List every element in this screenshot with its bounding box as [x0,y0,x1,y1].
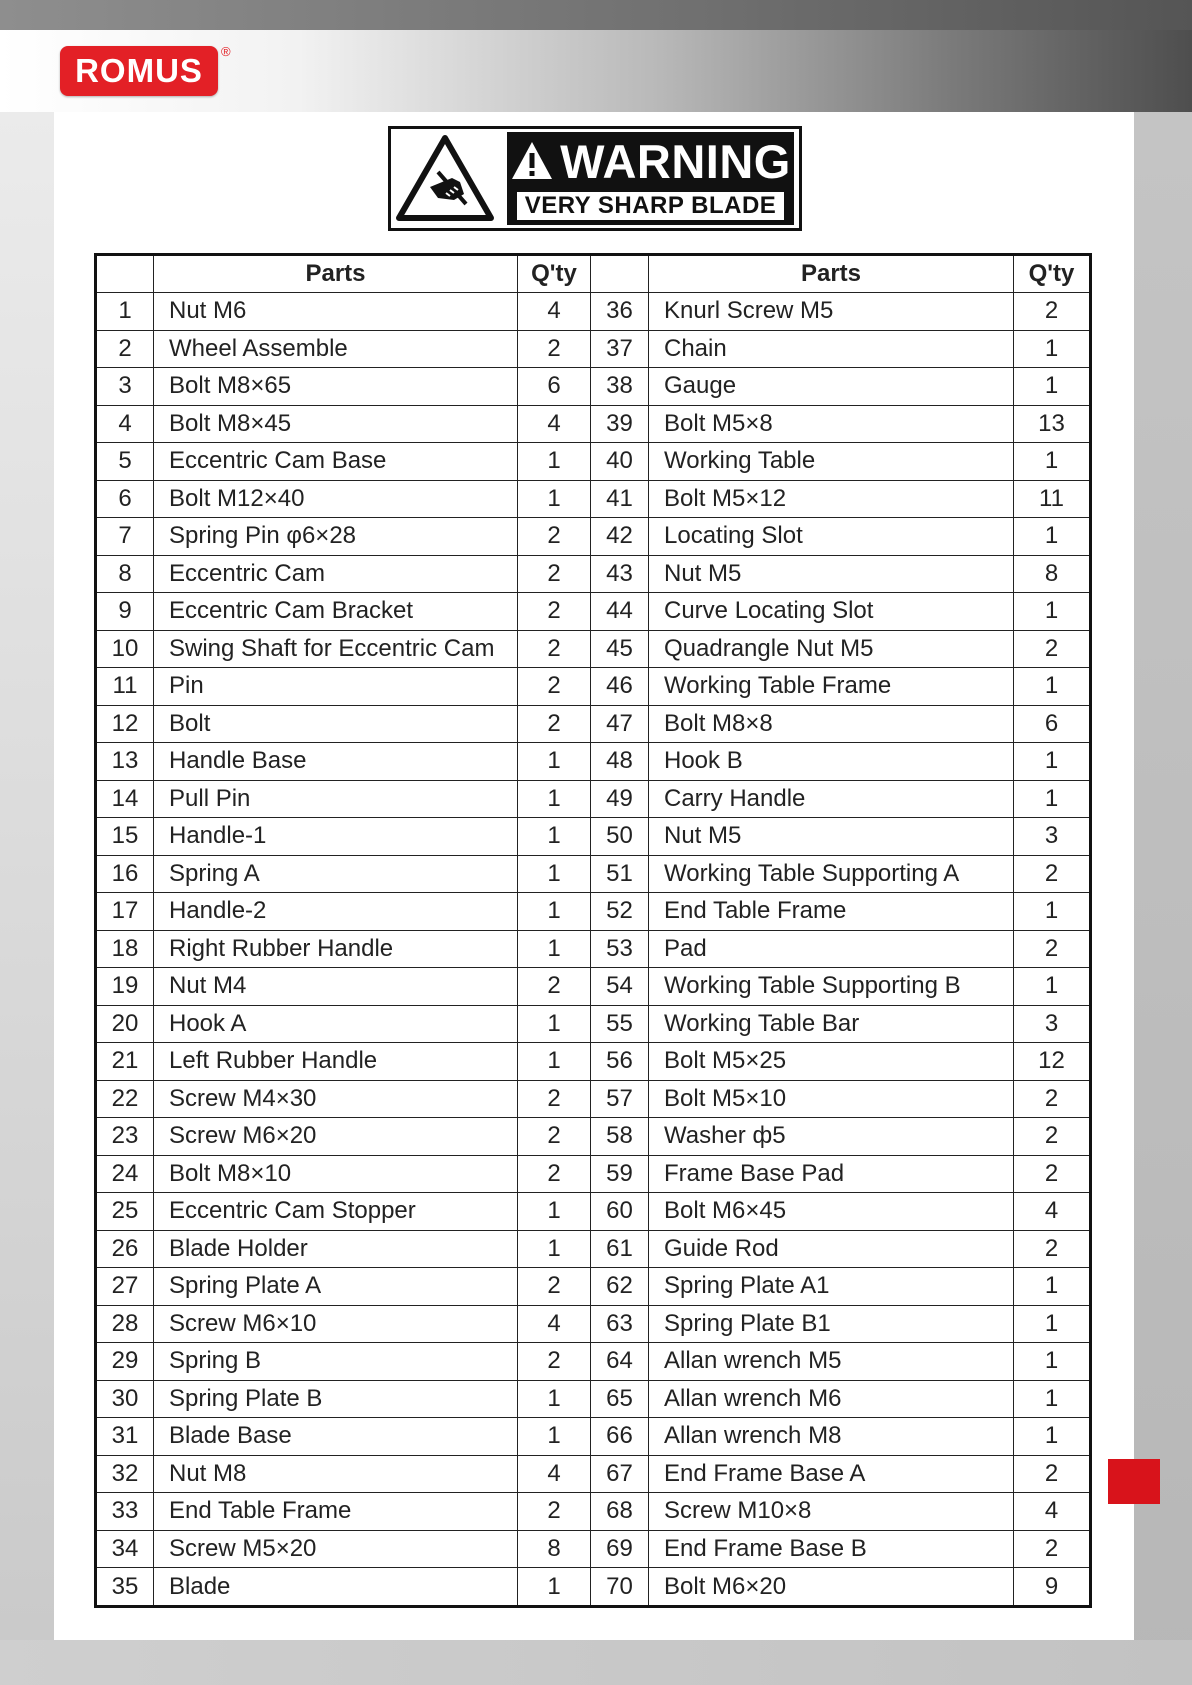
quantity: 2 [518,1343,591,1381]
table-row [96,855,1091,893]
part-name: Eccentric Cam Stopper [154,1193,518,1231]
item-number: 22 [96,1080,154,1118]
part-name: Right Rubber Handle [154,930,518,968]
table-row [96,1305,1091,1343]
part-name: Bolt M12×40 [154,480,518,518]
part-name: Guide Rod [649,1230,1014,1268]
item-number: 8 [96,555,154,593]
quantity: 13 [1014,405,1091,443]
part-name: Hook A [154,1005,518,1043]
quantity: 2 [1014,1530,1091,1568]
part-name: Handle-1 [154,818,518,856]
table-row [96,1568,1091,1607]
item-number: 66 [591,1418,649,1456]
item-number: 2 [96,330,154,368]
item-number: 56 [591,1043,649,1081]
item-number: 18 [96,930,154,968]
item-number: 45 [591,630,649,668]
quantity: 1 [1014,743,1091,781]
item-number: 11 [96,668,154,706]
quantity: 2 [1014,1080,1091,1118]
item-number: 47 [591,705,649,743]
brand-logo: ROMUS [60,46,218,96]
table-row [96,293,1091,331]
part-name: Eccentric Cam Bracket [154,593,518,631]
part-name: End Frame Base A [649,1455,1014,1493]
part-name: Bolt M8×10 [154,1155,518,1193]
part-name: Bolt M8×65 [154,368,518,406]
warning-sign [388,126,802,231]
quantity: 4 [518,405,591,443]
quantity: 4 [518,1305,591,1343]
part-name: Handle Base [154,743,518,781]
quantity: 1 [518,855,591,893]
quantity: 1 [518,1418,591,1456]
parts-table-body [96,293,1091,1607]
part-name: Washer ф5 [649,1118,1014,1156]
quantity: 1 [518,780,591,818]
part-name: Bolt M5×10 [649,1080,1014,1118]
item-number: 54 [591,968,649,1006]
part-name: Bolt [154,705,518,743]
quantity: 12 [1014,1043,1091,1081]
quantity: 3 [1014,818,1091,856]
quantity: 1 [518,1005,591,1043]
header-qty-right: Q'ty [1014,255,1091,293]
quantity: 1 [1014,780,1091,818]
part-name: Working Table [649,443,1014,481]
item-number: 65 [591,1380,649,1418]
table-row [96,405,1091,443]
item-number: 1 [96,293,154,331]
table-row [96,705,1091,743]
table-row [96,368,1091,406]
part-name: Spring Plate A1 [649,1268,1014,1306]
part-name: Nut M8 [154,1455,518,1493]
table-row [96,1493,1091,1531]
item-number: 39 [591,405,649,443]
part-name: Working Table Frame [649,668,1014,706]
table-row [96,780,1091,818]
item-number: 50 [591,818,649,856]
item-number: 35 [96,1568,154,1607]
table-row [96,1455,1091,1493]
item-number: 59 [591,1155,649,1193]
item-number: 27 [96,1268,154,1306]
top-strip [0,0,1192,30]
part-name: Bolt M6×45 [649,1193,1014,1231]
table-row [96,593,1091,631]
quantity: 2 [518,1268,591,1306]
table-row [96,930,1091,968]
part-name: Allan wrench M5 [649,1343,1014,1381]
quantity: 9 [1014,1568,1091,1607]
item-number: 30 [96,1380,154,1418]
quantity: 1 [518,480,591,518]
quantity: 1 [1014,1380,1091,1418]
item-number: 33 [96,1493,154,1531]
part-name: End Frame Base B [649,1530,1014,1568]
quantity: 2 [1014,1230,1091,1268]
quantity: 1 [1014,1418,1091,1456]
item-number: 40 [591,443,649,481]
item-number: 13 [96,743,154,781]
item-number: 36 [591,293,649,331]
quantity: 2 [518,330,591,368]
part-name: Screw M4×30 [154,1080,518,1118]
quantity: 4 [1014,1193,1091,1231]
quantity: 2 [518,593,591,631]
quantity: 2 [518,705,591,743]
quantity: 6 [1014,705,1091,743]
table-row [96,555,1091,593]
item-number: 41 [591,480,649,518]
table-row [96,1118,1091,1156]
quantity: 2 [1014,293,1091,331]
warning-subtitle: VERY SHARP BLADE [517,192,784,220]
quantity: 1 [1014,443,1091,481]
item-number: 70 [591,1568,649,1607]
part-name: Working Table Supporting B [649,968,1014,1006]
item-number: 17 [96,893,154,931]
quantity: 1 [1014,330,1091,368]
table-row [96,818,1091,856]
item-number: 58 [591,1118,649,1156]
quantity: 1 [518,1380,591,1418]
quantity: 1 [518,1568,591,1607]
item-number: 20 [96,1005,154,1043]
quantity: 2 [1014,930,1091,968]
part-name: Nut M5 [649,555,1014,593]
page-tab-marker [1108,1459,1160,1504]
part-name: Working Table Bar [649,1005,1014,1043]
part-name: Screw M10×8 [649,1493,1014,1531]
part-name: Nut M5 [649,818,1014,856]
quantity: 1 [518,1230,591,1268]
quantity: 1 [1014,1305,1091,1343]
item-number: 31 [96,1418,154,1456]
header-no-right [591,255,649,293]
part-name: Eccentric Cam [154,555,518,593]
item-number: 51 [591,855,649,893]
item-number: 29 [96,1343,154,1381]
table-row [96,443,1091,481]
item-number: 28 [96,1305,154,1343]
part-name: Frame Base Pad [649,1155,1014,1193]
item-number: 61 [591,1230,649,1268]
quantity: 2 [1014,1155,1091,1193]
item-number: 64 [591,1343,649,1381]
quantity: 1 [518,893,591,931]
part-name: Bolt M8×45 [154,405,518,443]
table-row [96,518,1091,556]
quantity: 1 [518,1193,591,1231]
quantity: 1 [518,443,591,481]
table-row [96,1155,1091,1193]
warning-title-text: WARNING [560,134,791,188]
item-number: 46 [591,668,649,706]
item-number: 26 [96,1230,154,1268]
item-number: 57 [591,1080,649,1118]
table-header-row [96,255,1091,293]
quantity: 2 [518,518,591,556]
item-number: 4 [96,405,154,443]
quantity: 1 [518,930,591,968]
part-name: Gauge [649,368,1014,406]
part-name: Spring Plate B1 [649,1305,1014,1343]
bottom-band [0,1640,1192,1685]
right-margin-band [1134,112,1192,1685]
quantity: 2 [1014,1118,1091,1156]
item-number: 16 [96,855,154,893]
quantity: 1 [1014,593,1091,631]
quantity: 2 [518,1080,591,1118]
item-number: 15 [96,818,154,856]
item-number: 5 [96,443,154,481]
quantity: 2 [1014,630,1091,668]
item-number: 48 [591,743,649,781]
part-name: Allan wrench M8 [649,1418,1014,1456]
table-row [96,1268,1091,1306]
part-name: Spring Pin φ6×28 [154,518,518,556]
exclamation-triangle-icon [510,139,554,183]
part-name: Spring Plate B [154,1380,518,1418]
part-name: Eccentric Cam Base [154,443,518,481]
item-number: 69 [591,1530,649,1568]
item-number: 24 [96,1155,154,1193]
part-name: Bolt M8×8 [649,705,1014,743]
part-name: Curve Locating Slot [649,593,1014,631]
table-row [96,1380,1091,1418]
table-row [96,480,1091,518]
item-number: 34 [96,1530,154,1568]
item-number: 9 [96,593,154,631]
item-number: 42 [591,518,649,556]
item-number: 55 [591,1005,649,1043]
item-number: 53 [591,930,649,968]
table-row [96,1418,1091,1456]
quantity: 1 [1014,968,1091,1006]
part-name: End Table Frame [154,1493,518,1531]
part-name: Spring B [154,1343,518,1381]
part-name: Quadrangle Nut M5 [649,630,1014,668]
part-name: Pin [154,668,518,706]
quantity: 2 [1014,855,1091,893]
table-row [96,330,1091,368]
table-row [96,968,1091,1006]
item-number: 68 [591,1493,649,1531]
part-name: Pull Pin [154,780,518,818]
part-name: Hook B [649,743,1014,781]
part-name: Bolt M6×20 [649,1568,1014,1607]
quantity: 2 [518,968,591,1006]
item-number: 43 [591,555,649,593]
cut-hand-hazard-icon [394,132,497,225]
item-number: 63 [591,1305,649,1343]
item-number: 10 [96,630,154,668]
part-name: Handle-2 [154,893,518,931]
item-number: 6 [96,480,154,518]
quantity: 1 [1014,668,1091,706]
part-name: Bolt M5×8 [649,405,1014,443]
item-number: 44 [591,593,649,631]
quantity: 3 [1014,1005,1091,1043]
warning-banner [507,132,794,225]
table-row [96,668,1091,706]
quantity: 1 [1014,1343,1091,1381]
quantity: 11 [1014,480,1091,518]
part-name: Chain [649,330,1014,368]
table-row [96,743,1091,781]
header-parts-left: Parts [154,255,518,293]
quantity: 1 [1014,368,1091,406]
part-name: Blade Base [154,1418,518,1456]
item-number: 67 [591,1455,649,1493]
quantity: 2 [518,630,591,668]
item-number: 49 [591,780,649,818]
table-row [96,1043,1091,1081]
quantity: 4 [518,1455,591,1493]
item-number: 60 [591,1193,649,1231]
quantity: 1 [1014,518,1091,556]
quantity: 1 [1014,1268,1091,1306]
header-no-left [96,255,154,293]
item-number: 21 [96,1043,154,1081]
part-name: Screw M6×20 [154,1118,518,1156]
item-number: 12 [96,705,154,743]
part-name: Bolt M5×25 [649,1043,1014,1081]
part-name: Wheel Assemble [154,330,518,368]
item-number: 38 [591,368,649,406]
table-row [96,1193,1091,1231]
quantity: 2 [518,668,591,706]
part-name: Nut M4 [154,968,518,1006]
part-name: Left Rubber Handle [154,1043,518,1081]
table-row [96,1343,1091,1381]
part-name: Blade Holder [154,1230,518,1268]
quantity: 2 [1014,1455,1091,1493]
quantity: 6 [518,368,591,406]
item-number: 62 [591,1268,649,1306]
part-name: Swing Shaft for Eccentric Cam [154,630,518,668]
item-number: 37 [591,330,649,368]
part-name: Screw M5×20 [154,1530,518,1568]
table-row [96,1530,1091,1568]
quantity: 1 [518,818,591,856]
quantity: 2 [518,555,591,593]
part-name: Carry Handle [649,780,1014,818]
quantity: 4 [1014,1493,1091,1531]
table-row [96,893,1091,931]
part-name: Spring A [154,855,518,893]
quantity: 1 [518,743,591,781]
item-number: 3 [96,368,154,406]
table-row [96,1080,1091,1118]
item-number: 19 [96,968,154,1006]
quantity: 2 [518,1155,591,1193]
part-name: Nut M6 [154,293,518,331]
quantity: 8 [518,1530,591,1568]
header-parts-right: Parts [649,255,1014,293]
item-number: 14 [96,780,154,818]
table-row [96,630,1091,668]
quantity: 1 [1014,893,1091,931]
item-number: 7 [96,518,154,556]
quantity: 1 [518,1043,591,1081]
part-name: Knurl Screw M5 [649,293,1014,331]
item-number: 23 [96,1118,154,1156]
part-name: Spring Plate A [154,1268,518,1306]
part-name: Screw M6×10 [154,1305,518,1343]
item-number: 25 [96,1193,154,1231]
item-number: 32 [96,1455,154,1493]
part-name: Working Table Supporting A [649,855,1014,893]
registered-mark: ® [221,44,231,59]
part-name: Blade [154,1568,518,1607]
part-name: Pad [649,930,1014,968]
quantity: 4 [518,293,591,331]
warning-title [507,134,794,188]
part-name: Allan wrench M6 [649,1380,1014,1418]
table-row [96,1230,1091,1268]
parts-list-table [94,253,1092,1608]
quantity: 8 [1014,555,1091,593]
header-qty-left: Q'ty [518,255,591,293]
part-name: Bolt M5×12 [649,480,1014,518]
part-name: Locating Slot [649,518,1014,556]
item-number: 52 [591,893,649,931]
part-name: End Table Frame [649,893,1014,931]
quantity: 2 [518,1493,591,1531]
quantity: 2 [518,1118,591,1156]
table-row [96,1005,1091,1043]
left-margin-band [0,112,54,1685]
